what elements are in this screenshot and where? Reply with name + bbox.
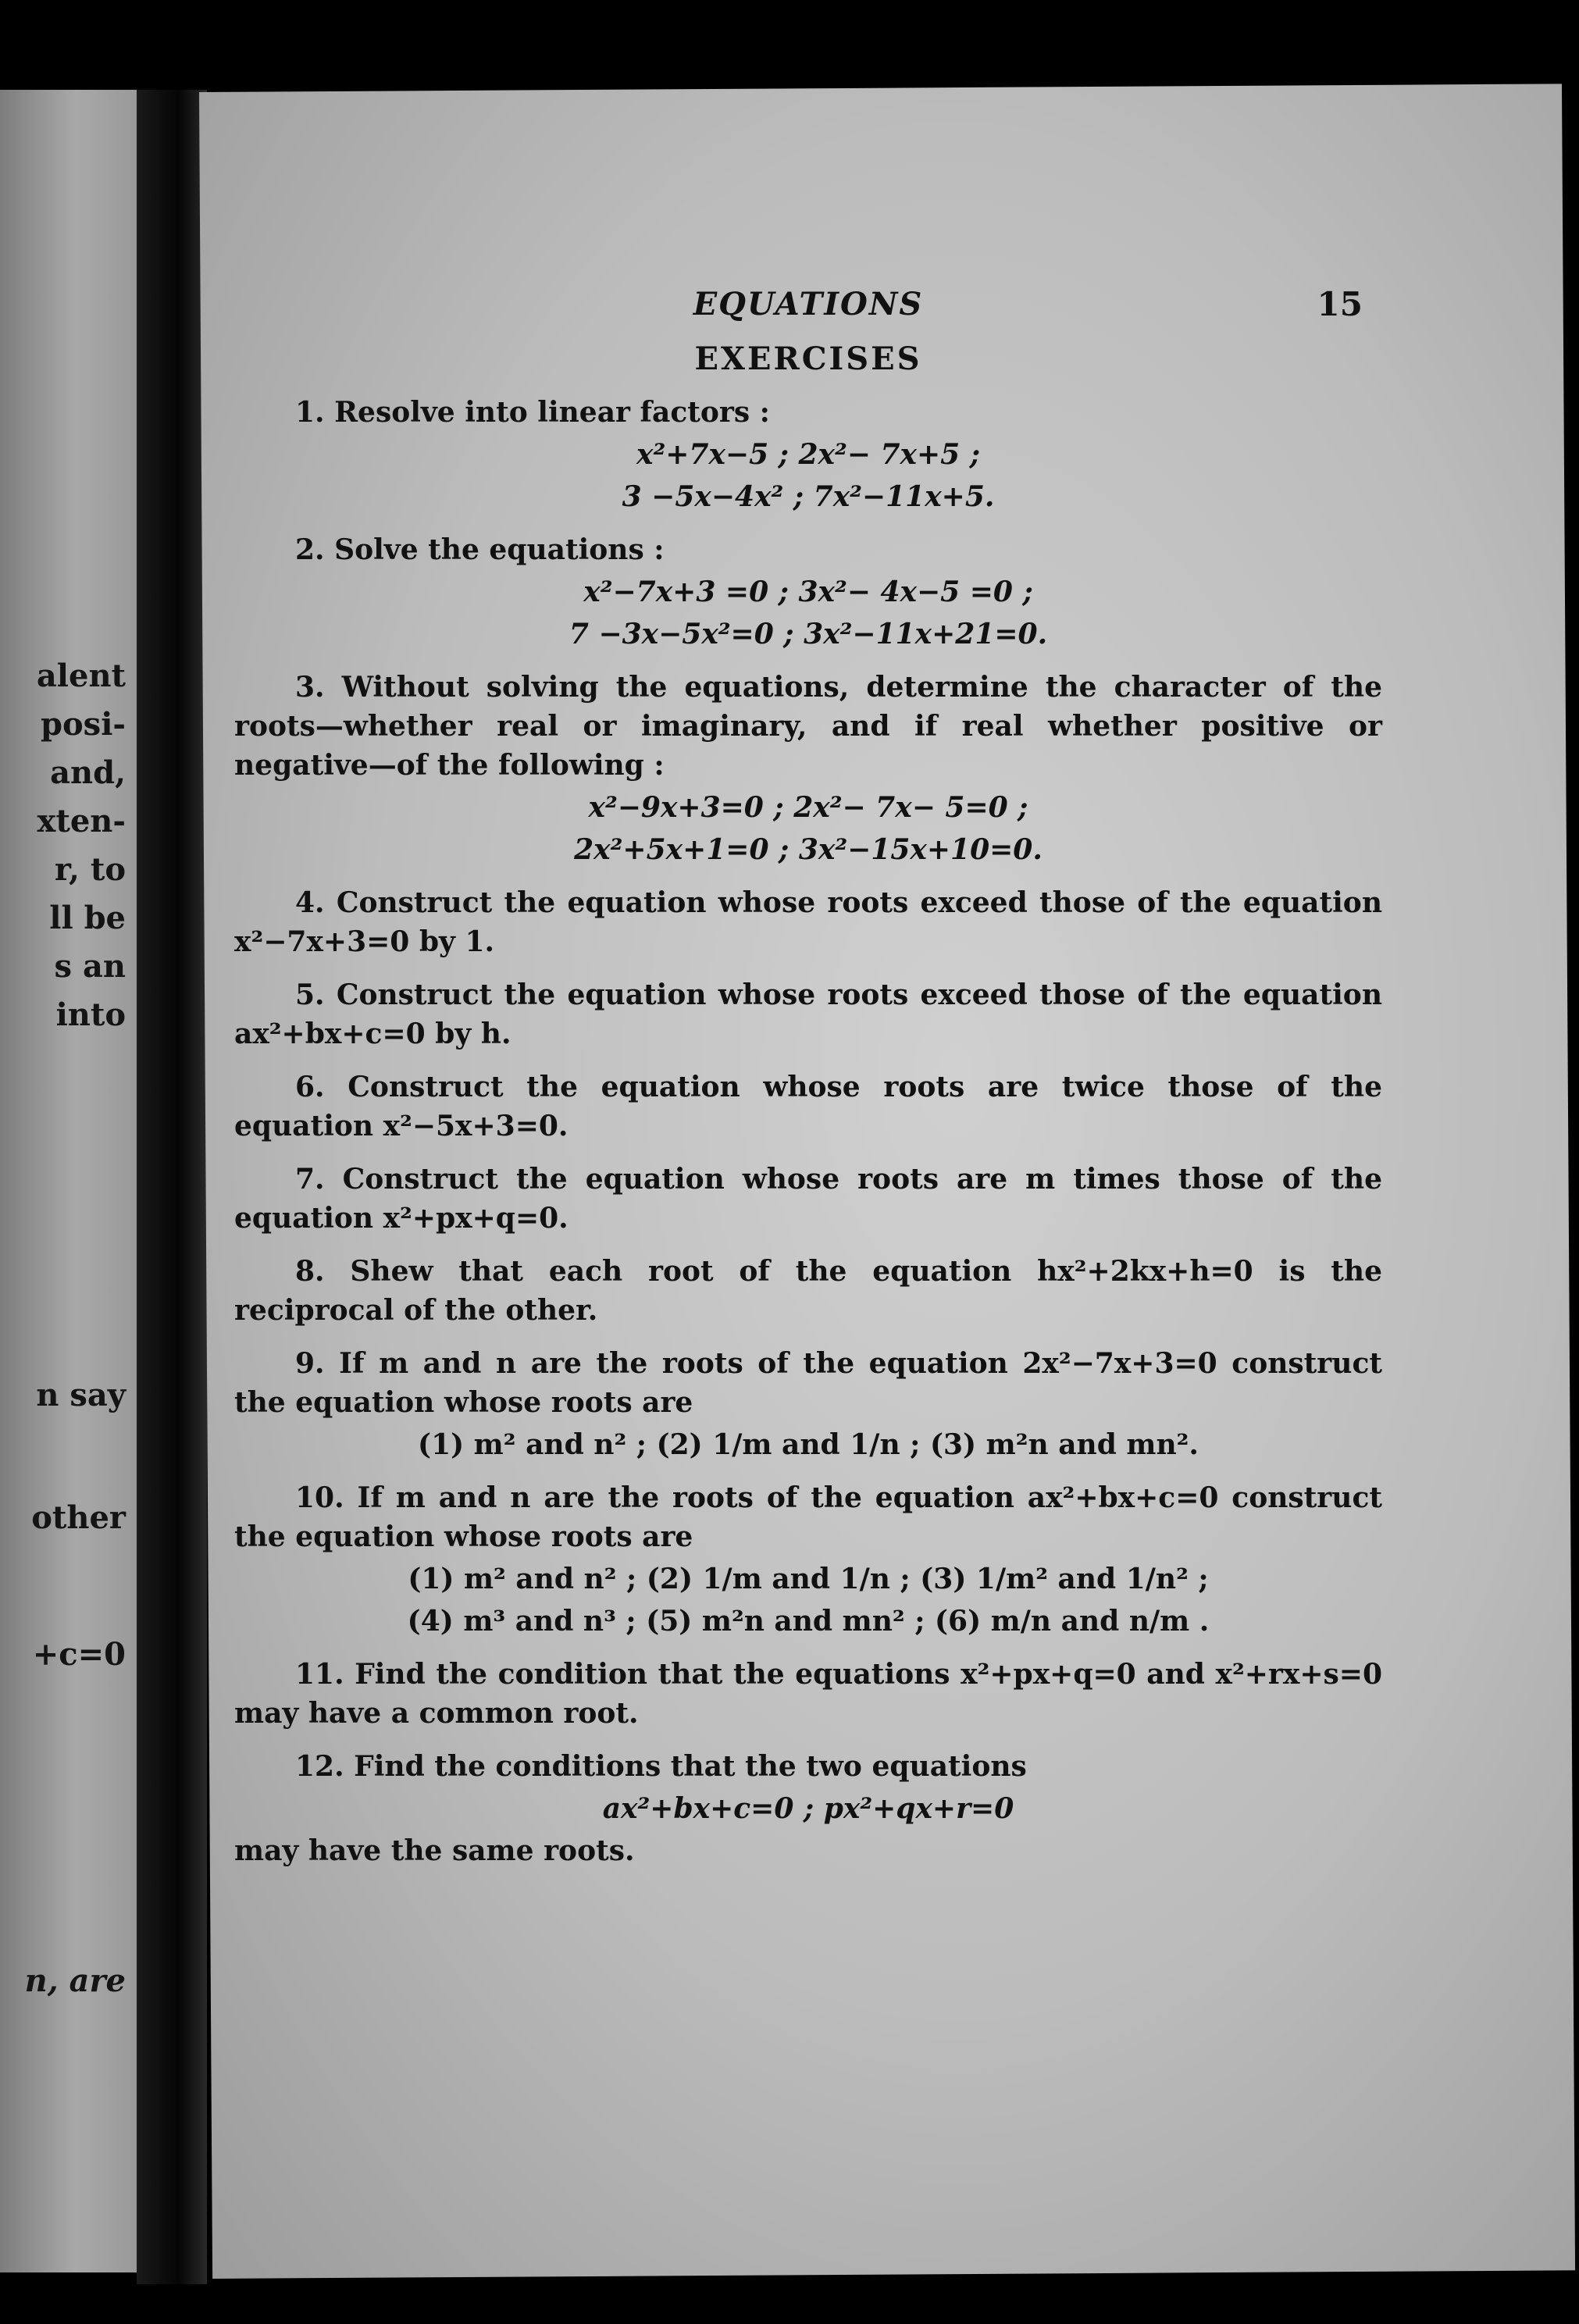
left-page-fragment: ll be xyxy=(49,900,126,936)
equation-line: x²−7x+3 =0 ; 3x²− 4x−5 =0 ; xyxy=(583,576,1033,608)
equation-line: x²−9x+3=0 ; 2x²− 7x− 5=0 ; xyxy=(588,791,1028,824)
exercise-text-continuation: may have the same roots. xyxy=(234,1834,635,1867)
exercise-6 xyxy=(234,1068,1382,1146)
exercise-text: 1. Resolve into linear factors : xyxy=(295,396,770,429)
exercise-text: 7. Construct the equation whose roots are m times those of the equation x²+px+q=0. xyxy=(234,1163,1382,1235)
exercise-2 xyxy=(234,530,1382,654)
exercise-12 xyxy=(234,1747,1382,1870)
equation-line: x²+7x−5 ; 2x²− 7x+5 ; xyxy=(636,438,980,471)
exercise-10 xyxy=(234,1478,1382,1641)
exercise-9 xyxy=(234,1344,1382,1464)
exercise-3 xyxy=(234,668,1382,869)
exercise-text: 4. Construct the equation whose roots exceed those of the equation x²−7x+3=0 by 1. xyxy=(234,886,1382,958)
equation-line: (1) m² and n² ; (2) 1/m and 1/n ; (3) 1/m² and 1/n² ; xyxy=(408,1563,1209,1595)
exercise-text: 9. If m and n are the roots of the equation 2x²−7x+3=0 construct the equation whose roots are xyxy=(234,1347,1382,1419)
section-title: EXERCISES xyxy=(694,340,922,377)
running-head xyxy=(234,285,1382,332)
left-page-fragment: alent xyxy=(36,658,126,694)
exercise-text: 12. Find the conditions that the two equations xyxy=(295,1750,1027,1783)
left-page-fragment: r, to xyxy=(54,851,126,888)
header-title: EQUATIONS xyxy=(693,286,924,323)
left-page-fragment: n say xyxy=(36,1377,126,1413)
exercise-4 xyxy=(234,883,1382,961)
exercise-text: 11. Find the condition that the equations x²+px+q=0 and x²+rx+s=0 may have a common root. xyxy=(234,1658,1382,1730)
exercise-8 xyxy=(234,1252,1382,1330)
left-page-fragment: xten- xyxy=(37,803,126,839)
exercise-1 xyxy=(234,393,1382,516)
equation-line: 3 −5x−4x² ; 7x²−11x+5. xyxy=(622,480,995,513)
page-content xyxy=(234,285,1382,1884)
exercise-text: 6. Construct the equation whose roots are twice those of the equation x²−5x+3=0. xyxy=(234,1071,1382,1142)
equation-line: ax²+bx+c=0 ; px²+qx+r=0 xyxy=(602,1792,1014,1825)
equation-line: (4) m³ and n³ ; (5) m²n and mn² ; (6) m/n and n/m . xyxy=(407,1605,1210,1638)
exercise-text: 8. Shew that each root of the equation hx²+2kx+h=0 is the reciprocal of the other. xyxy=(234,1255,1382,1327)
left-page-edge xyxy=(0,90,137,2272)
left-page-fragment: +c=0 xyxy=(32,1636,126,1673)
exercise-text: 10. If m and n are the roots of the equation ax²+bx+c=0 construct the equation whose roots are xyxy=(234,1481,1382,1553)
equation-line: (1) m² and n² ; (2) 1/m and 1/n ; (3) m²n and mn². xyxy=(418,1428,1199,1461)
exercise-text: 3. Without solving the equations, determine the character of the roots—whether real or imaginary, and if real whether positive or negative—of the following : xyxy=(234,671,1382,782)
exercise-7 xyxy=(234,1160,1382,1238)
left-page-fragment: s an xyxy=(54,948,126,985)
page-number: 15 xyxy=(1317,285,1363,323)
book-spine-shadow xyxy=(137,90,207,2284)
left-page-fragment: other xyxy=(31,1499,126,1536)
exercise-text: 2. Solve the equations : xyxy=(295,533,665,566)
left-page-fragment: n, are xyxy=(24,1962,126,1999)
exercise-11 xyxy=(234,1655,1382,1733)
left-page-fragment: and, xyxy=(50,754,126,791)
exercise-5 xyxy=(234,975,1382,1053)
equation-line: 2x²+5x+1=0 ; 3x²−15x+10=0. xyxy=(574,833,1043,866)
equation-line: 7 −3x−5x²=0 ; 3x²−11x+21=0. xyxy=(569,618,1048,651)
left-page-fragment: posi- xyxy=(41,706,126,743)
exercise-text: 5. Construct the equation whose roots exceed those of the equation ax²+bx+c=0 by h. xyxy=(234,978,1382,1050)
left-page-fragment: into xyxy=(55,996,126,1033)
